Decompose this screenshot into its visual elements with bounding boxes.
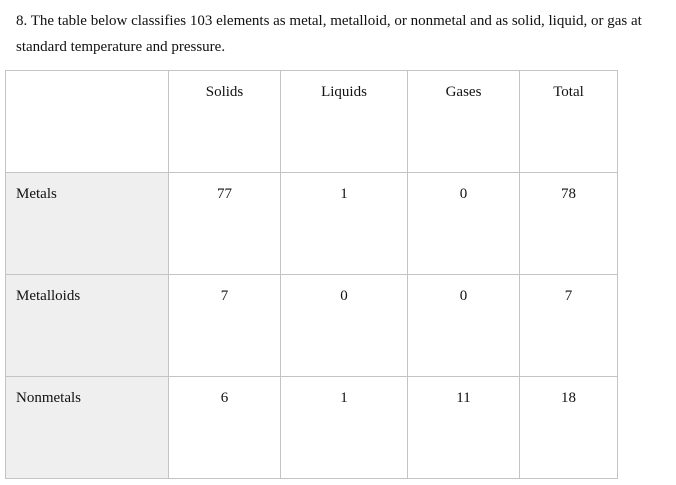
classification-table: [5, 70, 618, 479]
column-header-solids: Solids: [169, 71, 281, 173]
table-row-metalloids: [6, 275, 618, 377]
cell-nonmetals-total: 18: [520, 377, 618, 479]
cell-metalloids-solids: 7: [169, 275, 281, 377]
column-header-gases: Gases: [408, 71, 520, 173]
cell-metals-total: 78: [520, 173, 618, 275]
cell-nonmetals-gases: 11: [408, 377, 520, 479]
question-text: [16, 8, 672, 60]
cell-metalloids-gases: 0: [408, 275, 520, 377]
table-row-metals: [6, 173, 618, 275]
table-row-nonmetals: [6, 377, 618, 479]
column-header-total: Total: [520, 71, 618, 173]
question-line-1: 8. The table below classifies 103 elements as metal, metalloid, or nonmetal and as solid, liquid, or gas at: [16, 13, 642, 29]
cell-metals-gases: 0: [408, 173, 520, 275]
corner-cell: [6, 71, 169, 173]
row-header-metals: Metals: [6, 173, 169, 275]
cell-metalloids-total: 7: [520, 275, 618, 377]
cell-metals-solids: 77: [169, 173, 281, 275]
cell-metals-liquids: 1: [281, 173, 408, 275]
question-line-2: standard temperature and pressure.: [16, 39, 226, 55]
row-header-metalloids: Metalloids: [6, 275, 169, 377]
row-header-nonmetals: Nonmetals: [6, 377, 169, 479]
cell-metalloids-liquids: 0: [281, 275, 408, 377]
cell-nonmetals-liquids: 1: [281, 377, 408, 479]
column-header-liquids: Liquids: [281, 71, 408, 173]
table-header-row: [6, 71, 618, 173]
cell-nonmetals-solids: 6: [169, 377, 281, 479]
